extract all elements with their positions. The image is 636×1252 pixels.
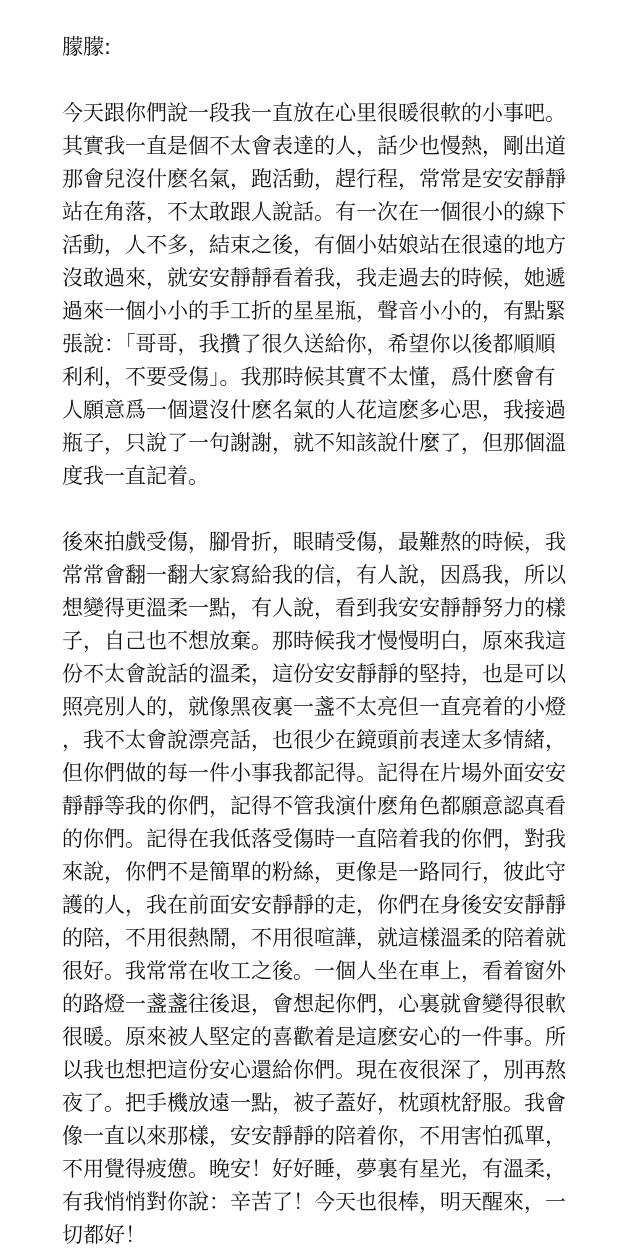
text-line: 過來一個小小的手工折的星星瓶，聲音小小的，有點緊 <box>62 299 566 323</box>
text-line: 很暖。原來被人堅定的喜歡着是這麽安心的一件事。所 <box>62 1025 566 1049</box>
text-line: 利利，不要受傷」。我那時候其實不太懂，爲什麽會有 <box>62 365 556 389</box>
text-line: 其實我一直是個不太會表達的人，話少也慢熱，剛出道 <box>62 134 566 158</box>
text-line: 像一直以來那樣，安安靜靜的陪着你，不用害怕孤單， <box>62 1124 566 1148</box>
text-line: 的陪，不用很熱鬧，不用很喧譁，就這樣溫柔的陪着就 <box>62 926 566 950</box>
paragraph-2 <box>62 526 632 1252</box>
text-line: 夜了。把手機放遠一點，被子蓋好，枕頭枕舒服。我會 <box>62 1091 566 1115</box>
text-line: 站在角落，不太敢跟人說話。有一次在一個很小的線下 <box>62 200 566 224</box>
text-line: 人願意爲一個還沒什麽名氣的人花這麽多心思，我接過 <box>62 398 566 422</box>
text-line: 來說，你們不是簡單的粉絲，更像是一路同行，彼此守 <box>62 860 566 884</box>
text-line: ，我不太會說漂亮話，也很少在鏡頭前表達太多情緒， <box>62 728 566 752</box>
text-line: 想變得更溫柔一點，有人說，看到我安安靜靜努力的樣 <box>62 596 566 620</box>
text-line: 的你們。記得在我低落受傷時一直陪着我的你們，對我 <box>62 827 566 851</box>
letter-body <box>62 31 632 1252</box>
text-line: 活動，人不多，結束之後，有個小姑娘站在很遠的地方 <box>62 233 566 257</box>
text-line: 很好。我常常在收工之後。一個人坐在車上，看着窗外 <box>62 959 566 983</box>
text-line: 但你們做的每一件小事我都記得。記得在片場外面安安 <box>62 761 566 785</box>
text-line: 瓶子，只說了一句謝謝，就不知該說什麼了，但那個溫 <box>62 431 566 455</box>
text-line: 切都好！ <box>62 1223 146 1247</box>
text-line: 沒敢過來，就安安靜靜看着我，我走過去的時候，她遞 <box>62 266 566 290</box>
text-line: 常常會翻一翻大家寫給我的信，有人說，因爲我，所以 <box>62 563 566 587</box>
text-line: 有我悄悄對你說：辛苦了！今天也很棒，明天醒來，一 <box>62 1190 566 1214</box>
text-line: 後來拍戲受傷，腳骨折，眼睛受傷，最難熬的時候，我 <box>62 530 566 554</box>
text-line: 那會兒沒什麽名氣，跑活動，趕行程，常常是安安靜靜 <box>62 167 566 191</box>
text-line: 子，自己也不想放棄。那時候我才慢慢明白，原來我這 <box>62 629 566 653</box>
text-line: 張說：「哥哥，我攢了很久送給你，希望你以後都順順 <box>62 332 556 356</box>
text-line: 份不太會說話的溫柔，這份安安靜靜的堅持，也是可以 <box>62 662 566 686</box>
text-line: 度我一直記着。 <box>62 464 209 488</box>
text-line: 靜靜等我的你們，記得不管我演什麽角色都願意認真看 <box>62 794 566 818</box>
text-line: 護的人，我在前面安安靜靜的走，你們在身後安安靜靜 <box>62 893 566 917</box>
text-line: 的路燈一盞盞往後退，會想起你們，心裏就會變得很軟 <box>62 992 566 1016</box>
paragraph-1 <box>62 97 632 493</box>
paragraph-spacer <box>62 64 632 97</box>
letter-greeting: 朦朦: <box>62 35 112 59</box>
paragraph-spacer <box>62 493 632 526</box>
text-line: 照亮別人的，就像黑夜裏一盞不太亮但一直亮着的小燈 <box>62 695 566 719</box>
text-line: 今天跟你們說一段我一直放在心里很暖很軟的小事吧。 <box>62 101 566 125</box>
text-line: 以我也想把這份安心還給你們。現在夜很深了，別再熬 <box>62 1058 566 1082</box>
text-line: 不用覺得疲憊。晚安！好好睡，夢裏有星光，有溫柔， <box>62 1157 566 1181</box>
